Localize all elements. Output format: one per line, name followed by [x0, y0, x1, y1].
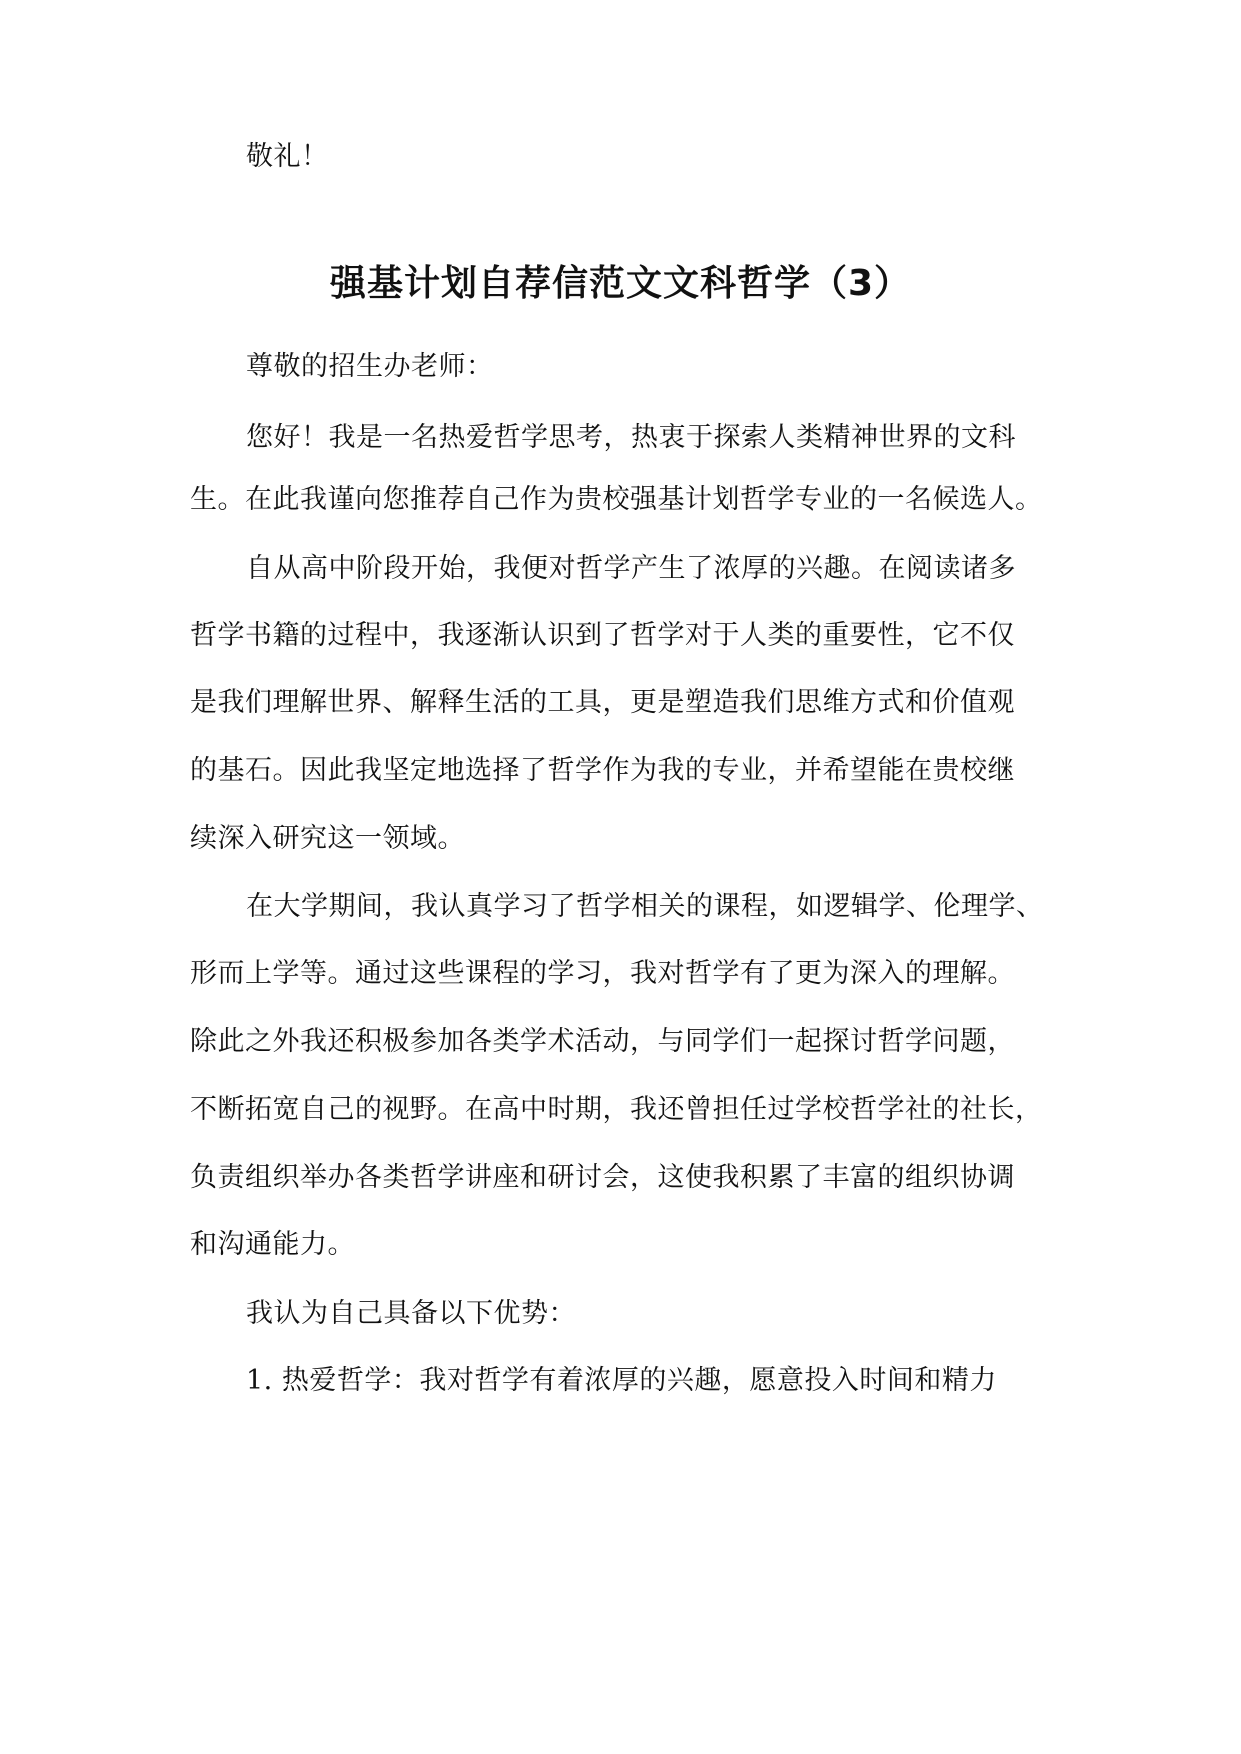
- closing-text: 敬礼！: [246, 141, 329, 172]
- paragraph-line: 负责组织举办各类哲学讲座和研讨会，这使我积累了丰富的组织协调: [190, 1162, 1015, 1193]
- paragraph-line: 在大学期间，我认真学习了哲学相关的课程，如逻辑学、伦理学、: [246, 891, 1044, 922]
- paragraph-line: 自从高中阶段开始，我便对哲学产生了浓厚的兴趣。在阅读诸多: [246, 553, 1016, 584]
- paragraph-line: 不断拓宽自己的视野。在高中时期，我还曾担任过学校哲学社的社长，: [190, 1094, 1043, 1125]
- paragraph-line: 哲学书籍的过程中，我逐渐认识到了哲学对于人类的重要性，它不仅: [190, 620, 1015, 651]
- paragraph-line: 除此之外我还积极参加各类学术活动，与同学们一起探讨哲学问题，: [190, 1026, 1015, 1057]
- paragraph-line: 形而上学等。通过这些课程的学习，我对哲学有了更为深入的理解。: [190, 958, 1015, 989]
- list-item: 1. 热爱哲学：我对哲学有着浓厚的兴趣，愿意投入时间和精力: [246, 1365, 997, 1396]
- paragraph-line: 的基石。因此我坚定地选择了哲学作为我的专业，并希望能在贵校继: [190, 755, 1015, 786]
- paragraph-line: 续深入研究这一领域。: [190, 823, 465, 854]
- paragraph-line: 是我们理解世界、解释生活的工具，更是塑造我们思维方式和价值观: [190, 687, 1015, 718]
- paragraph-line: 我认为自己具备以下优势：: [246, 1298, 576, 1329]
- paragraph-line: 和沟通能力。: [190, 1229, 355, 1260]
- salutation: 尊敬的招生办老师：: [246, 351, 494, 382]
- document-title: 强基计划自荐信范文文科哲学（3）: [329, 263, 912, 304]
- paragraph-line: 您好！我是一名热爱哲学思考，热衷于探索人类精神世界的文科: [246, 422, 1016, 453]
- paragraph-line: 生。在此我谨向您推荐自己作为贵校强基计划哲学专业的一名候选人。: [190, 484, 1043, 515]
